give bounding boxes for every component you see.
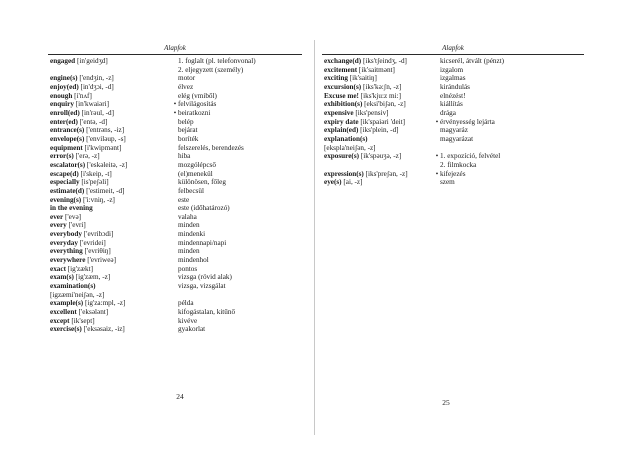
translation: érvényesség lejárta xyxy=(440,117,495,126)
translation: példa xyxy=(178,299,194,308)
translation: (el)menekül xyxy=(178,169,213,178)
header-rule xyxy=(48,54,302,55)
translation: elnézést! xyxy=(440,91,466,100)
headword: enquiry xyxy=(50,100,74,109)
translation: este (időhatározó) xyxy=(178,204,230,213)
dictionary-entry xyxy=(50,66,302,75)
headword: especially xyxy=(50,178,80,187)
headword: excursion(s) xyxy=(324,82,362,91)
translation: felszerelés, berendezés xyxy=(178,143,244,152)
headword-cell xyxy=(324,170,434,179)
headword: everything xyxy=(50,247,83,256)
headword-cell xyxy=(324,118,434,127)
pronunciation: ['eksələnt] xyxy=(76,308,109,317)
dictionary-entry xyxy=(50,282,302,291)
headword-cell xyxy=(324,126,434,135)
headword: examination(s) xyxy=(50,282,96,291)
translation: hiba xyxy=(178,152,191,161)
headword-cell xyxy=(50,213,172,222)
dictionary-entry xyxy=(50,126,302,135)
dictionary-entry xyxy=(324,144,586,153)
translation: este xyxy=(178,195,190,204)
pronunciation: ['i:vniŋ, -z] xyxy=(81,195,115,204)
translation: minden xyxy=(178,247,200,256)
dictionary-entry xyxy=(324,161,586,170)
pronunciation: ['evriθiŋ] xyxy=(82,247,111,256)
pronunciation: ['erə, -z] xyxy=(73,152,100,161)
headword: envelope(s) xyxy=(50,134,85,143)
headword-cell xyxy=(50,291,172,300)
dictionary-entry xyxy=(50,204,302,213)
headword-cell xyxy=(50,299,172,308)
translation: kivéve xyxy=(178,316,198,325)
pronunciation: [eksi'biʃən, -z] xyxy=(362,100,406,109)
pronunciation: [in'rəul, -d] xyxy=(79,108,115,117)
headword-cell xyxy=(50,74,172,83)
headword: error(s) xyxy=(50,152,74,161)
dictionary-entry xyxy=(50,74,302,83)
headword-cell xyxy=(324,74,434,83)
headword: exposure(s) xyxy=(324,152,360,161)
dictionary-entry xyxy=(50,57,302,66)
dictionary-entry xyxy=(324,126,586,135)
dictionary-entry xyxy=(50,221,302,230)
headword: enjoy(ed) xyxy=(50,82,79,91)
headword: escalator(s) xyxy=(50,160,86,169)
pronunciation: [iks'kju:z mi:] xyxy=(358,91,401,100)
pronunciation: ['estimeit, -d] xyxy=(84,186,125,195)
translation: vizsga (rövid alak) xyxy=(178,273,232,282)
translation: kifejezés xyxy=(440,169,466,178)
pronunciation: ['evə] xyxy=(63,212,82,221)
pronunciation: [iks'kə:ʃn, -z] xyxy=(361,82,402,91)
pronunciation: ['eksəsaiz, -iz] xyxy=(81,325,125,334)
headword-cell xyxy=(50,178,172,187)
translation: 1. foglalt (pl. telefonvonal) xyxy=(178,57,256,65)
translation: különösen, főleg xyxy=(178,178,226,187)
headword-cell xyxy=(50,187,172,196)
pronunciation: ['entə, -d] xyxy=(77,117,108,126)
pronunciation: [ik'sept] xyxy=(69,316,95,325)
bullet-marker: • xyxy=(435,169,439,178)
pronunciation: ['eskəleitə, -z] xyxy=(85,160,128,169)
headword: excellent xyxy=(50,308,77,317)
headword-cell xyxy=(50,239,172,248)
headword: enroll(ed) xyxy=(50,108,80,117)
translation: magyarázat xyxy=(440,134,474,143)
pronunciation: [iks'tʃeindʒ, -d] xyxy=(361,57,407,65)
headword-cell xyxy=(50,317,172,326)
dictionary-entry xyxy=(324,109,586,118)
dictionary-entry xyxy=(50,256,302,265)
entry-list xyxy=(50,57,302,334)
headword: exam(s) xyxy=(50,273,74,282)
pronunciation: ['envilәup, -s] xyxy=(84,134,126,143)
dictionary-entry xyxy=(50,135,302,144)
headword: Excuse me! xyxy=(324,91,359,100)
dictionary-entry xyxy=(50,196,302,205)
translation: minden xyxy=(178,221,200,230)
translation: drága xyxy=(440,108,456,117)
pronunciation: [i'skeip, -t] xyxy=(78,169,112,178)
headword: enough xyxy=(50,91,73,100)
headword: in the evening xyxy=(50,204,93,213)
bullet-marker: • xyxy=(435,152,439,161)
headword-cell xyxy=(50,92,172,101)
pronunciation: [ik'spaiəri 'deit] xyxy=(358,117,406,126)
translation: kifogástalan, kitűnő xyxy=(178,308,236,317)
pronunciation: ['endʒin, -z] xyxy=(77,74,114,83)
dictionary-entry xyxy=(50,265,302,274)
dictionary-entry xyxy=(50,230,302,239)
dictionary-entry xyxy=(50,109,302,118)
translation: kirándulás xyxy=(440,82,470,91)
headword-cell xyxy=(50,161,172,170)
pronunciation: [in'dʒɔi, -d] xyxy=(78,82,114,91)
headword: enter(ed) xyxy=(50,117,78,126)
page-number: 24 xyxy=(176,392,184,401)
pronunciation: [i'kwipmənt] xyxy=(82,143,122,152)
headword: exchange(d) xyxy=(324,57,362,65)
dictionary-entry xyxy=(50,325,302,334)
pronunciation: [in'kwaiəri] xyxy=(73,100,109,109)
headword-cell xyxy=(50,170,172,179)
headword-cell xyxy=(50,57,172,66)
entry-list xyxy=(324,57,586,187)
dictionary-entry xyxy=(324,83,586,92)
translation: motor xyxy=(178,74,196,83)
headword: exercise(s) xyxy=(50,325,82,334)
translation: kiállítás xyxy=(440,100,463,109)
headword: except xyxy=(50,316,70,325)
headword-cell xyxy=(50,109,172,118)
headword: evening(s) xyxy=(50,195,82,204)
translation: mindenki xyxy=(178,230,206,239)
pronunciation: ['evriweə] xyxy=(85,256,117,265)
headword-cell xyxy=(50,135,172,144)
pronunciation: [is'peʃəli] xyxy=(79,178,109,187)
translation: beiratkozni xyxy=(178,108,211,117)
headword: escape(d) xyxy=(50,169,79,178)
pronunciation: [iks'preʃən, -z] xyxy=(363,169,408,178)
headword: everyday xyxy=(50,238,78,247)
pronunciation: [ik'saitiŋ] xyxy=(347,74,377,83)
headword-cell xyxy=(324,152,434,161)
translation: felbecsül xyxy=(178,186,204,195)
dictionary-entry xyxy=(50,170,302,179)
right-page xyxy=(318,0,638,452)
translation: vizsga, vizsgálat xyxy=(178,282,226,291)
pronunciation: [ai, -z] xyxy=(341,178,363,187)
dictionary-entry xyxy=(50,291,302,300)
headword: explanation(s) xyxy=(324,134,368,143)
headword-cell xyxy=(50,256,172,265)
headword-cell xyxy=(324,109,434,118)
translation: felvilágosítás xyxy=(178,100,217,109)
pronunciation: [i'nʌf] xyxy=(72,91,92,100)
bullet-marker: • xyxy=(173,100,177,109)
dictionary-entry xyxy=(324,74,586,83)
translation: mindenhol xyxy=(178,256,209,265)
pronunciation: [ekspla'neiʃən, -z] xyxy=(324,143,376,152)
dictionary-entry xyxy=(50,317,302,326)
headword-cell xyxy=(324,66,434,75)
left-page xyxy=(0,0,312,452)
dictionary-entry xyxy=(50,273,302,282)
pronunciation: [iks'pensiv] xyxy=(353,108,389,117)
dictionary-entry xyxy=(324,66,586,75)
translation: 2. eljegyzett (személy) xyxy=(178,65,244,74)
pronunciation: ['evri] xyxy=(66,221,86,230)
pronunciation: [ig'zækt] xyxy=(65,264,94,273)
headword-cell xyxy=(324,92,434,101)
dictionary-entry xyxy=(324,57,586,66)
translation: szem xyxy=(440,178,455,187)
dictionary-entry xyxy=(50,187,302,196)
dictionary-entry xyxy=(324,118,586,127)
pronunciation: ['entrəns, -iz] xyxy=(84,126,125,135)
translation: belép xyxy=(178,117,194,126)
headword-cell xyxy=(324,83,434,92)
headword-cell xyxy=(324,135,434,144)
headword-cell xyxy=(50,247,172,256)
headword: expensive xyxy=(324,108,354,117)
headword-cell xyxy=(324,57,434,66)
headword-cell xyxy=(324,100,434,109)
dictionary-entry xyxy=(50,83,302,92)
dictionary-entry xyxy=(50,308,302,317)
headword: exhibition(s) xyxy=(324,100,363,109)
translation: bejárat xyxy=(178,126,198,135)
headword-cell xyxy=(50,126,172,135)
translation: mozgólépcső xyxy=(178,160,216,169)
headword: engaged xyxy=(50,57,76,65)
dictionary-entry xyxy=(50,161,302,170)
page-header: Alapfok xyxy=(164,44,186,52)
headword-cell xyxy=(50,100,172,109)
dictionary-entry xyxy=(50,92,302,101)
dictionary-entry xyxy=(324,92,586,101)
header-rule xyxy=(322,54,584,55)
headword-cell xyxy=(50,282,172,291)
dictionary-entry xyxy=(50,152,302,161)
pronunciation: [igzæmi'neiʃən, -z] xyxy=(50,290,105,299)
headword: excitement xyxy=(324,65,358,74)
headword: ever xyxy=(50,212,64,221)
translation: boríték xyxy=(178,134,199,143)
headword: equipment xyxy=(50,143,83,152)
pronunciation: [ik'saitmənt] xyxy=(357,65,395,74)
headword: exciting xyxy=(324,74,348,83)
headword: everywhere xyxy=(50,256,86,265)
dictionary-entry xyxy=(324,152,586,161)
headword-cell xyxy=(50,83,172,92)
headword: estimate(d) xyxy=(50,186,85,195)
headword: eye(s) xyxy=(324,178,342,187)
page-number: 25 xyxy=(442,398,450,407)
dictionary-entry xyxy=(50,118,302,127)
headword-cell xyxy=(50,273,172,282)
pronunciation: ['evribɔdi] xyxy=(81,230,114,239)
book-spine xyxy=(314,40,315,435)
translation: valaha xyxy=(178,212,197,221)
headword: every xyxy=(50,221,67,230)
headword-cell xyxy=(324,178,434,187)
headword-cell xyxy=(50,196,172,205)
translation: 2. filmkocka xyxy=(440,160,477,169)
headword: example(s) xyxy=(50,299,84,308)
headword: entrance(s) xyxy=(50,126,85,135)
translation: mindennapi/napi xyxy=(178,238,227,247)
translation: 1. expozíció, felvétel xyxy=(440,152,501,161)
headword: expiry date xyxy=(324,117,359,126)
translation: magyaráz xyxy=(440,126,468,135)
translation: pontos xyxy=(178,264,198,273)
pronunciation: [ig'zæm, -z] xyxy=(73,273,111,282)
translation: élvez xyxy=(178,82,194,91)
pronunciation: [iks'plein, -d] xyxy=(358,126,399,135)
headword-cell xyxy=(50,144,172,153)
dictionary-entry xyxy=(50,100,302,109)
headword: engine(s) xyxy=(50,74,78,83)
headword-cell xyxy=(50,152,172,161)
headword: expression(s) xyxy=(324,169,364,178)
pronunciation: ['evridei] xyxy=(77,238,106,247)
headword: exact xyxy=(50,264,66,273)
headword-cell xyxy=(50,265,172,274)
headword: everybody xyxy=(50,230,82,239)
translation: elég (vmiből) xyxy=(178,91,217,100)
dictionary-entry xyxy=(50,144,302,153)
bullet-marker: • xyxy=(173,108,177,117)
headword-cell xyxy=(50,118,172,127)
dictionary-entry xyxy=(324,135,586,144)
dictionary-entry xyxy=(50,299,302,308)
translation: gyakorlat xyxy=(178,325,206,334)
dictionary-entry xyxy=(50,178,302,187)
page-header: Alapfok xyxy=(442,44,464,52)
dictionary-entry xyxy=(50,213,302,222)
dictionary-entry xyxy=(324,100,586,109)
bullet-marker: • xyxy=(435,117,439,126)
dictionary-entry xyxy=(50,247,302,256)
translation: kicserél, átvált (pénzt) xyxy=(440,57,505,65)
headword-cell xyxy=(50,221,172,230)
pronunciation: [ik'spəuʒə, -z] xyxy=(359,152,402,161)
headword-cell xyxy=(50,308,172,317)
dictionary-entry xyxy=(50,239,302,248)
dictionary-entry xyxy=(324,170,586,179)
headword-cell xyxy=(50,230,172,239)
headword-cell xyxy=(50,204,172,213)
headword: explain(ed) xyxy=(324,126,359,135)
translation: izgalmas xyxy=(440,74,466,83)
pronunciation: [in'geidʒd] xyxy=(75,57,108,65)
headword-cell xyxy=(324,144,434,153)
dictionary-entry xyxy=(324,178,586,187)
translation: izgalom xyxy=(440,65,464,74)
pronunciation: [ig'za:mpl, -z] xyxy=(83,299,126,308)
headword-cell xyxy=(50,325,172,334)
